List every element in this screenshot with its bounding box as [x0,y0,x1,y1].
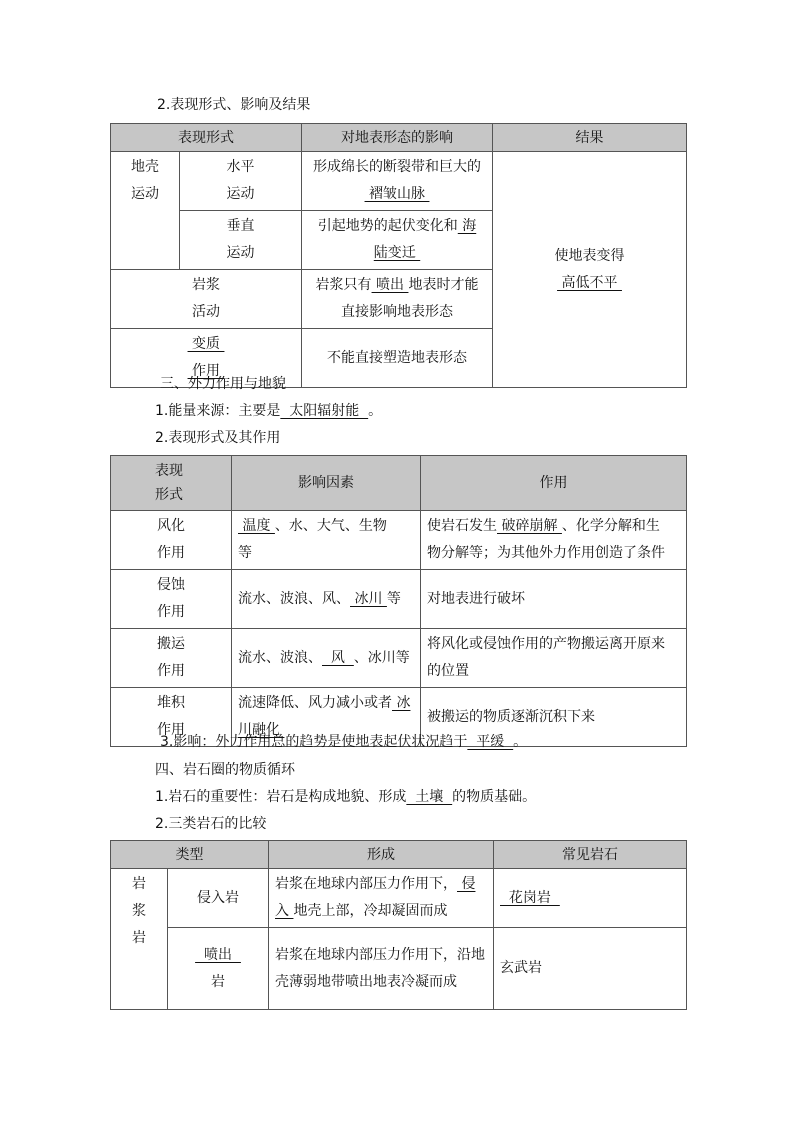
header-form-2: 形式 [155,487,183,503]
crust-line-1: 地壳 [131,159,159,175]
energy-source [155,401,731,421]
erosion-cell [111,570,232,629]
effect-text-1: 将风化或侵蚀作用的产物搬运离开原来 [427,636,665,652]
magma-line-2: 活动 [192,304,220,320]
erosion-effect-cell: 对地表进行破坏 [421,570,687,629]
vertical-effect-text: 引起地势的起伏变化和 [317,218,458,234]
external-force-table [110,455,687,747]
extrusive-rock-cell: 玄武岩 [494,928,687,1010]
extrusive-suffix: 岩 [211,973,225,990]
extrusive-formation-cell [269,928,494,1010]
section-heading: 2.表现形式及其作用 [155,430,281,446]
header-form [111,456,232,511]
header-form-1: 表现 [155,463,183,479]
igneous-char-1: 岩 [132,876,146,892]
transport-cell [111,629,232,688]
answer-metamorphism-1: 变质 [187,336,225,352]
header-action: 作用 [421,456,687,511]
factor-text: 、水、大气、生物 [274,518,387,534]
header-result: 结果 [493,124,687,152]
answer-glacier-melt-1: 冰 [392,695,411,711]
answer-solar: 太阳辐射能 [280,403,369,419]
deposition-effect-cell: 被搬运的物质逐渐沉积下来 [421,688,687,747]
horizontal-effect-cell [302,152,493,211]
answer-granite: 花岗岩 [500,889,560,906]
intrusive-cell: 侵入岩 [168,869,269,928]
intrusive-rock-cell [494,869,687,928]
horizontal-line-2: 运动 [226,186,255,202]
section-heading: 2.表现形式、影响及结果 [157,97,311,113]
effect-text-2: 的位置 [427,663,469,679]
answer-temperature: 温度 [238,518,275,534]
header-form: 表现形式 [111,124,302,152]
importance-end: 的物质基础。 [452,789,537,805]
formation-text-1: 岩浆在地球内部压力作用下，沿地 [275,946,485,963]
impact-text: 3.影响：外力作用总的趋势是使地表起伏状况趋于 [160,734,468,750]
effect-text-3: 物分解等；为其他外力作用创造了条件 [427,545,665,561]
impact-end: 。 [513,734,528,750]
factor-text: 流水、波浪、 [238,649,322,666]
impact-line [160,732,736,752]
igneous-char-2: 浆 [132,903,146,919]
answer-metamorphism-2: 作用 [187,363,225,379]
result-cell [493,152,687,388]
extrusive-cell [168,928,269,1010]
magma-line-1: 岩浆 [192,277,220,293]
answer-sea-part2: 陆变迁 [373,245,421,261]
answer-erupt: 喷出 [371,277,409,293]
vertical-effect-cell [302,211,493,270]
header-formation: 形成 [269,841,494,869]
result-text: 使地表变得 [554,247,625,264]
form-line-2: 作用 [157,663,185,679]
horizontal-effect-text: 形成绵长的断裂带和巨大的 [313,159,481,175]
crust-cell [111,152,180,270]
answer-fold-mountains: 褶皱山脉 [364,186,430,202]
factor-text-2: 等 [386,590,401,607]
form-line-1: 侵蚀 [157,577,185,593]
vertical-line-2: 运动 [226,245,255,261]
formation-text-1: 岩浆在地球内部压力作用下， [275,876,457,892]
answer-sea-part1: 海 [457,218,477,234]
magma-effect-text-3: 直接影响地表形态 [341,304,453,320]
weathering-cell [111,511,232,570]
answer-uneven: 高低不平 [557,274,622,291]
crust-line-2: 运动 [131,186,159,202]
transport-factor-cell [232,629,421,688]
formation-text-2: 壳薄弱地带喷出地表冷凝而成 [275,973,457,990]
form-line-1: 堆积 [157,695,185,711]
header-type: 类型 [111,841,269,869]
answer-gentle: 平缓 [467,734,514,750]
answer-intrude-1: 侵 [457,876,476,892]
factor-text: 流水、波浪、风、 [238,590,350,607]
magma-effect-text-2: 地表时才能 [408,277,479,293]
answer-soil: 土壤 [406,789,453,805]
internal-force-table [110,123,687,388]
energy-end: 。 [368,403,383,419]
vertical-cell [180,211,302,270]
answer-fragmentation: 破碎崩解 [497,518,562,534]
igneous-cell [111,869,168,1010]
answer-intrude-2: 入 [275,903,294,919]
answer-glacier-melt-2: 川融化 [238,722,285,738]
energy-text: 1.能量来源：主要是 [155,403,281,419]
header-common-rocks: 常见岩石 [494,841,687,869]
weathering-effect-cell [421,511,687,570]
form-line-2: 作用 [157,722,185,738]
answer-wind: 风 [322,649,354,666]
magma-cell [111,270,302,329]
vertical-line-1: 垂直 [226,218,255,234]
section-title: 三、外力作用与地貌 [160,376,286,392]
form-line-1: 搬运 [157,636,185,652]
weathering-factor-cell [232,511,421,570]
answer-glacier: 冰川 [350,590,387,607]
magma-effect-cell [302,270,493,329]
effect-text-2: 、化学分解和生 [561,518,660,534]
header-effect: 对地表形态的影响 [302,124,493,152]
answer-extrusive: 喷出 [195,946,241,963]
form-line-2: 作用 [157,604,185,620]
factor-text: 流速降低、风力减小或者 [238,695,392,711]
rock-comparison-table [110,840,687,1010]
section-heading: 2.三类岩石的比较 [155,816,267,832]
igneous-char-3: 岩 [132,930,146,946]
effect-text-1: 使岩石发生 [427,518,497,534]
erosion-factor-cell [232,570,421,629]
form-line-2: 作用 [157,545,185,561]
form-line-1: 风化 [157,518,185,534]
header-factor: 影响因素 [232,456,421,511]
factor-text-2: 、冰川等 [353,649,410,666]
magma-effect-text-1: 岩浆只有 [315,277,372,293]
importance-text: 1.岩石的重要性：岩石是构成地貌、形成 [155,789,407,805]
metamorphism-effect-cell: 不能直接塑造地表形态 [302,329,493,388]
horizontal-cell [180,152,302,211]
rock-importance [155,787,731,807]
factor-text-2: 等 [238,545,252,561]
horizontal-line-1: 水平 [226,159,255,175]
transport-effect-cell [421,629,687,688]
section-title: 四、岩石圈的物质循环 [155,762,295,778]
intrusive-formation-cell [269,869,494,928]
formation-text-2: 地壳上部，冷却凝固而成 [293,903,448,919]
